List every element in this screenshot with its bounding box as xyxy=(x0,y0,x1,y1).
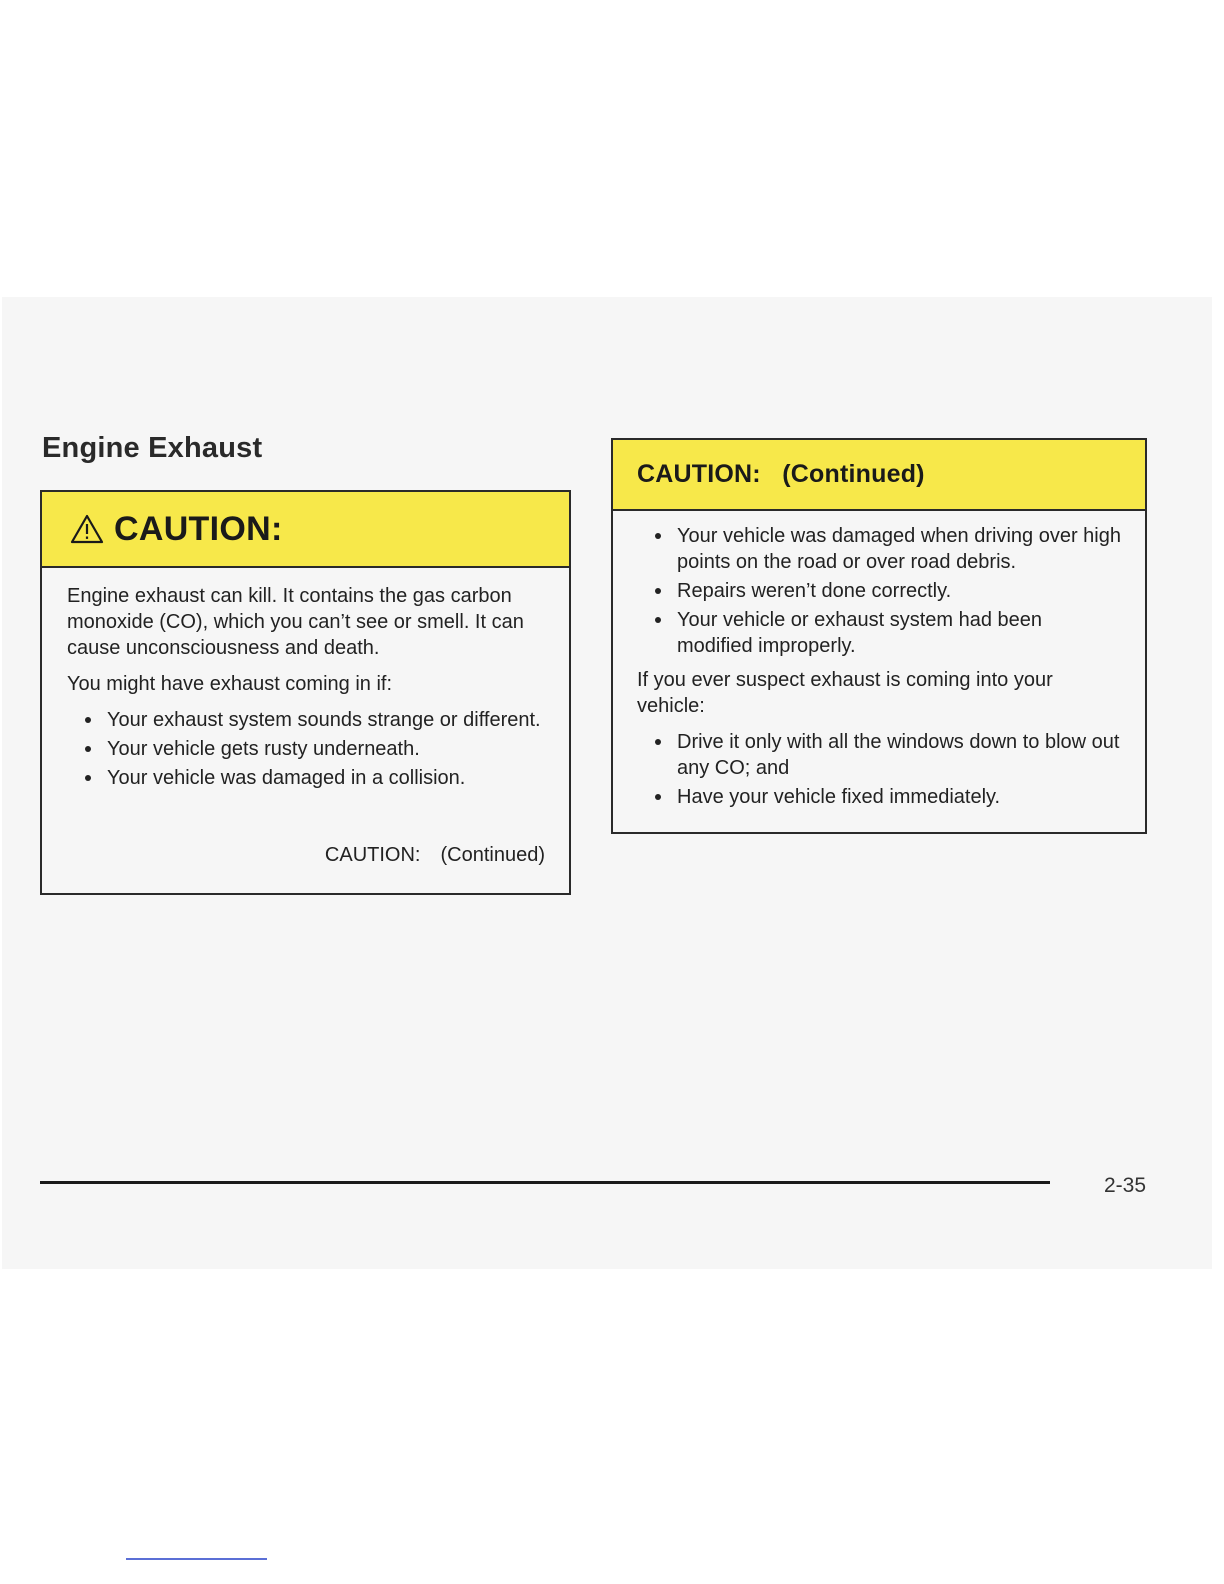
continued-note: (Continued) xyxy=(440,844,545,866)
bullet-icon xyxy=(85,746,91,752)
bullet-list xyxy=(637,523,1121,659)
list-item-text: Your vehicle was damaged in a collision. xyxy=(107,767,466,789)
list-item-text: Your vehicle or exhaust system had been modified improperly. xyxy=(677,609,1043,657)
bullet-list xyxy=(637,729,1121,810)
list-item xyxy=(653,784,1121,810)
list-item xyxy=(83,736,545,762)
caution-header-left xyxy=(42,492,569,568)
list-item xyxy=(83,765,545,791)
list-item-text: Your vehicle gets rusty underneath. xyxy=(107,738,420,760)
bullet-icon xyxy=(85,775,91,781)
continued-note: (Continued) xyxy=(782,460,925,488)
caution-header-right xyxy=(613,440,1145,511)
continued-label: CAUTION: xyxy=(324,844,421,866)
list-item xyxy=(653,578,1121,604)
caution-label: CAUTION: xyxy=(637,460,761,488)
footer-rule xyxy=(40,1181,1050,1184)
caution-paragraph: You might have exhaust coming in if: xyxy=(67,673,393,695)
bullet-icon xyxy=(655,617,661,623)
caution-title: CAUTION: xyxy=(114,509,283,548)
list-item xyxy=(653,607,1121,659)
bullet-icon xyxy=(655,739,661,745)
bullet-icon xyxy=(655,794,661,800)
caution-body-left xyxy=(42,568,569,791)
section-title: Engine Exhaust xyxy=(42,432,263,464)
list-item xyxy=(653,523,1121,575)
caution-continued-note xyxy=(325,844,545,867)
bottom-divider xyxy=(126,1558,267,1560)
bullet-icon xyxy=(85,717,91,723)
caution-box-left xyxy=(40,490,571,895)
list-item-text: Your vehicle was damaged when driving over high points on the road or over road debris. xyxy=(677,525,1121,573)
list-item-text: Drive it only with all the windows down to blow out any CO; and xyxy=(677,731,1120,779)
bullet-list xyxy=(67,707,545,791)
warning-triangle-icon xyxy=(70,514,104,544)
list-item xyxy=(83,707,545,733)
bullet-icon xyxy=(655,533,661,539)
caution-title xyxy=(637,460,925,489)
caution-paragraph: Engine exhaust can kill. It contains the gas carbon monoxide (CO), which you can’t see or smell. It can cause unconsciousness and death. xyxy=(67,585,524,659)
caution-box-right xyxy=(611,438,1147,834)
list-item-text: Your exhaust system sounds strange or different. xyxy=(107,709,541,731)
caution-body-right xyxy=(613,511,1145,810)
page-number: 2-35 xyxy=(1104,1174,1147,1197)
list-item-text: Have your vehicle fixed immediately. xyxy=(677,786,1001,808)
bullet-icon xyxy=(655,588,661,594)
list-item-text: Repairs weren’t done correctly. xyxy=(677,580,952,602)
caution-paragraph: If you ever suspect exhaust is coming into your vehicle: xyxy=(637,669,1053,717)
list-item xyxy=(653,729,1121,781)
